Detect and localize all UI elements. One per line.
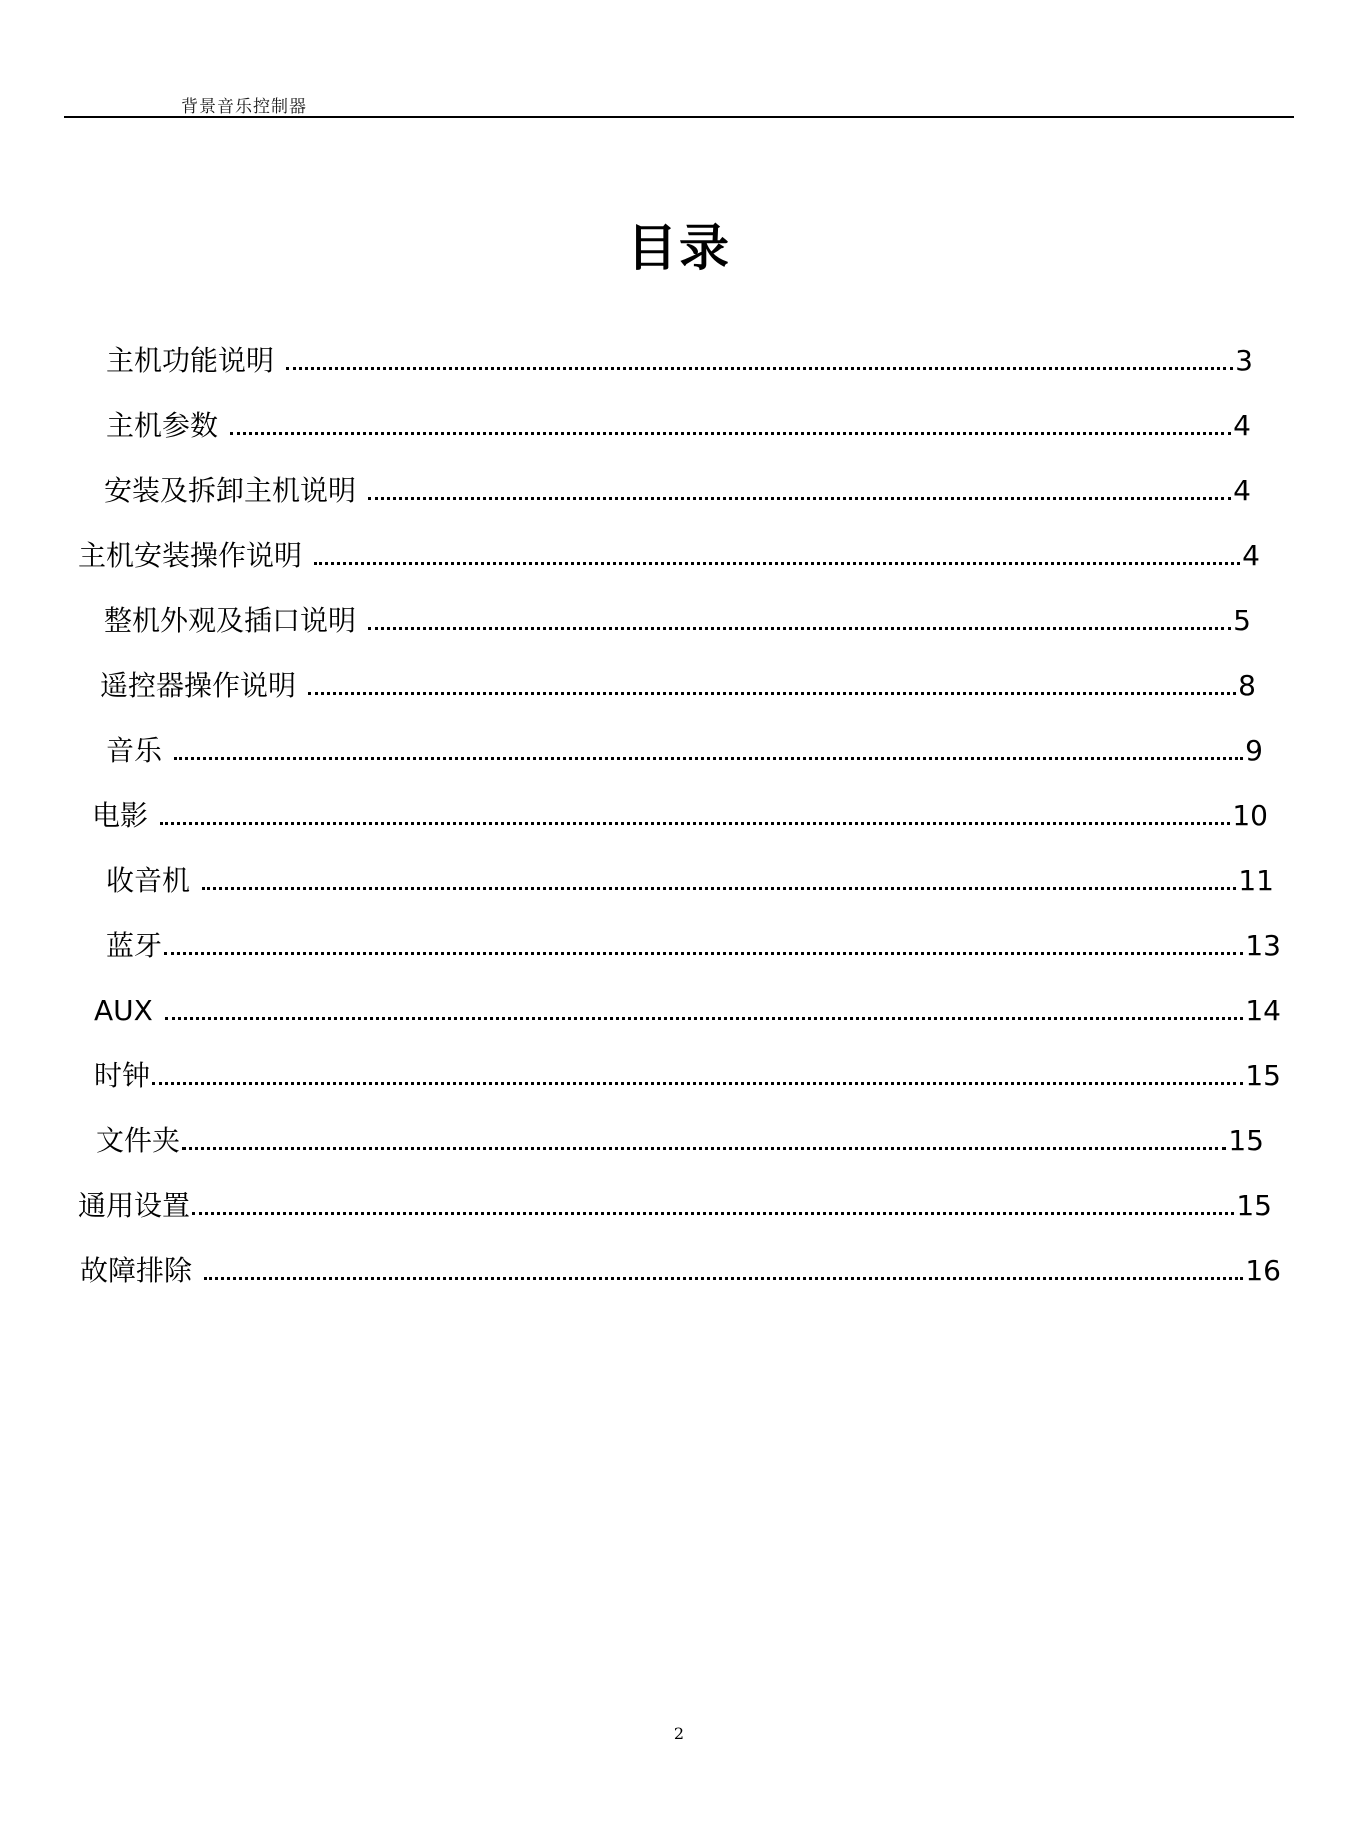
toc-entry-page: 8 (1238, 669, 1256, 702)
toc-entry[interactable] (104, 468, 1251, 508)
toc-entry[interactable] (92, 793, 1268, 833)
page-number: 2 (673, 1724, 685, 1743)
toc-entry[interactable] (78, 533, 1260, 573)
toc-entry-label: 音乐 (106, 734, 163, 767)
toc-entry[interactable] (96, 1118, 1264, 1158)
toc-entry-page: 4 (1233, 409, 1251, 442)
dot-leader (314, 562, 1240, 565)
toc-entry[interactable] (104, 598, 1251, 638)
toc-entry-page: 10 (1232, 799, 1268, 832)
toc-entry-page: 14 (1245, 994, 1281, 1027)
toc-entry[interactable] (106, 923, 1281, 963)
toc-entry-page: 16 (1245, 1254, 1281, 1287)
toc-entry-label: 整机外观及插口说明 (104, 604, 357, 637)
toc-entry-label: 蓝牙 (106, 929, 163, 962)
toc-entry[interactable] (106, 338, 1253, 378)
toc-entry-label: 收音机 (106, 864, 191, 897)
toc-entry-page: 4 (1233, 474, 1251, 507)
dot-leader (164, 952, 1243, 955)
toc-entry-label: 主机安装操作说明 (78, 539, 303, 572)
toc-entry-label: 故障排除 (80, 1254, 193, 1287)
dot-leader (182, 1147, 1226, 1150)
toc-entry[interactable] (78, 1183, 1272, 1223)
dot-leader (202, 887, 1236, 890)
toc-entry[interactable] (106, 403, 1251, 443)
toc-entry-page: 13 (1245, 929, 1281, 962)
dot-leader (204, 1277, 1243, 1280)
toc-entry-label: 主机功能说明 (106, 344, 275, 377)
toc-entry-page: 15 (1245, 1059, 1281, 1092)
toc-entry-page: 4 (1242, 539, 1260, 572)
toc-entry-label: 遥控器操作说明 (100, 669, 297, 702)
toc-entry[interactable] (94, 988, 1281, 1028)
toc-title: 目录 (627, 219, 731, 277)
dot-leader (308, 692, 1236, 695)
toc-entry-label: AUX (94, 994, 153, 1027)
toc-entry[interactable] (106, 728, 1263, 768)
toc-entry[interactable] (100, 663, 1256, 703)
toc-entry-label: 通用设置 (78, 1189, 191, 1222)
dot-leader (368, 627, 1231, 630)
toc-entry-label: 电影 (92, 799, 149, 832)
toc-entry-page: 15 (1228, 1124, 1264, 1157)
dot-leader (368, 497, 1231, 500)
toc-entry-label: 文件夹 (96, 1124, 181, 1157)
dot-leader (165, 1017, 1244, 1020)
dot-leader (160, 822, 1230, 825)
dot-leader (286, 367, 1233, 370)
toc-entry-label: 时钟 (94, 1059, 151, 1092)
dot-leader (230, 432, 1231, 435)
toc-entry-page: 11 (1238, 864, 1274, 897)
running-header-title: 背景音乐控制器 (181, 97, 307, 117)
toc-entry[interactable] (106, 858, 1274, 898)
toc-entry[interactable] (80, 1248, 1281, 1288)
toc-entry-label: 主机参数 (106, 409, 219, 442)
toc-entry-label: 安装及拆卸主机说明 (104, 474, 357, 507)
dot-leader (174, 757, 1243, 760)
toc-entry-page: 15 (1236, 1189, 1272, 1222)
toc-entry[interactable] (94, 1053, 1281, 1093)
dot-leader (152, 1082, 1243, 1085)
toc-entry-page: 5 (1233, 604, 1251, 637)
dot-leader (192, 1212, 1234, 1215)
toc-entry-page: 3 (1235, 344, 1253, 377)
toc-entry-page: 9 (1245, 734, 1263, 767)
